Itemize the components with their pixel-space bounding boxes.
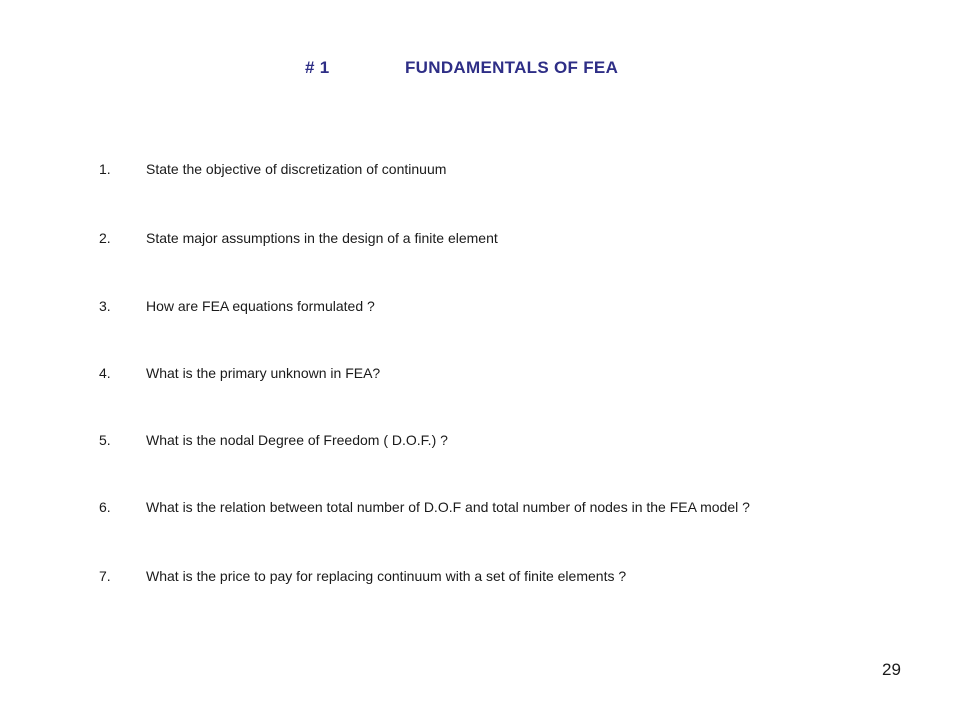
- question-number: 6.: [99, 499, 111, 515]
- question-item: [0, 430, 960, 450]
- question-text: How are FEA equations formulated ?: [146, 298, 375, 314]
- question-number: 2.: [99, 230, 111, 246]
- question-text: State the objective of discretization of continuum: [146, 161, 447, 177]
- question-item: [0, 497, 960, 517]
- question-number: 5.: [99, 432, 111, 448]
- question-item: [0, 566, 960, 586]
- question-text: What is the primary unknown in FEA?: [146, 365, 381, 381]
- question-text: What is the nodal Degree of Freedom ( D.O.F.) ?: [146, 432, 448, 448]
- question-text: What is the price to pay for replacing continuum with a set of finite elements ?: [146, 568, 627, 584]
- question-number: 7.: [99, 568, 111, 584]
- question-text: What is the relation between total number of D.O.F and total number of nodes in the FEA model ?: [146, 499, 750, 515]
- title-text: FUNDAMENTALS OF FEA: [405, 58, 619, 77]
- question-item: [0, 296, 960, 316]
- title-number: # 1: [305, 58, 330, 77]
- page-number: 29: [882, 660, 901, 679]
- question-number: 3.: [99, 298, 111, 314]
- question-number: 4.: [99, 365, 111, 381]
- question-item: [0, 159, 960, 179]
- question-number: 1.: [99, 161, 111, 177]
- question-item: [0, 363, 960, 383]
- question-text: State major assumptions in the design of a finite element: [146, 230, 498, 246]
- question-item: [0, 228, 960, 248]
